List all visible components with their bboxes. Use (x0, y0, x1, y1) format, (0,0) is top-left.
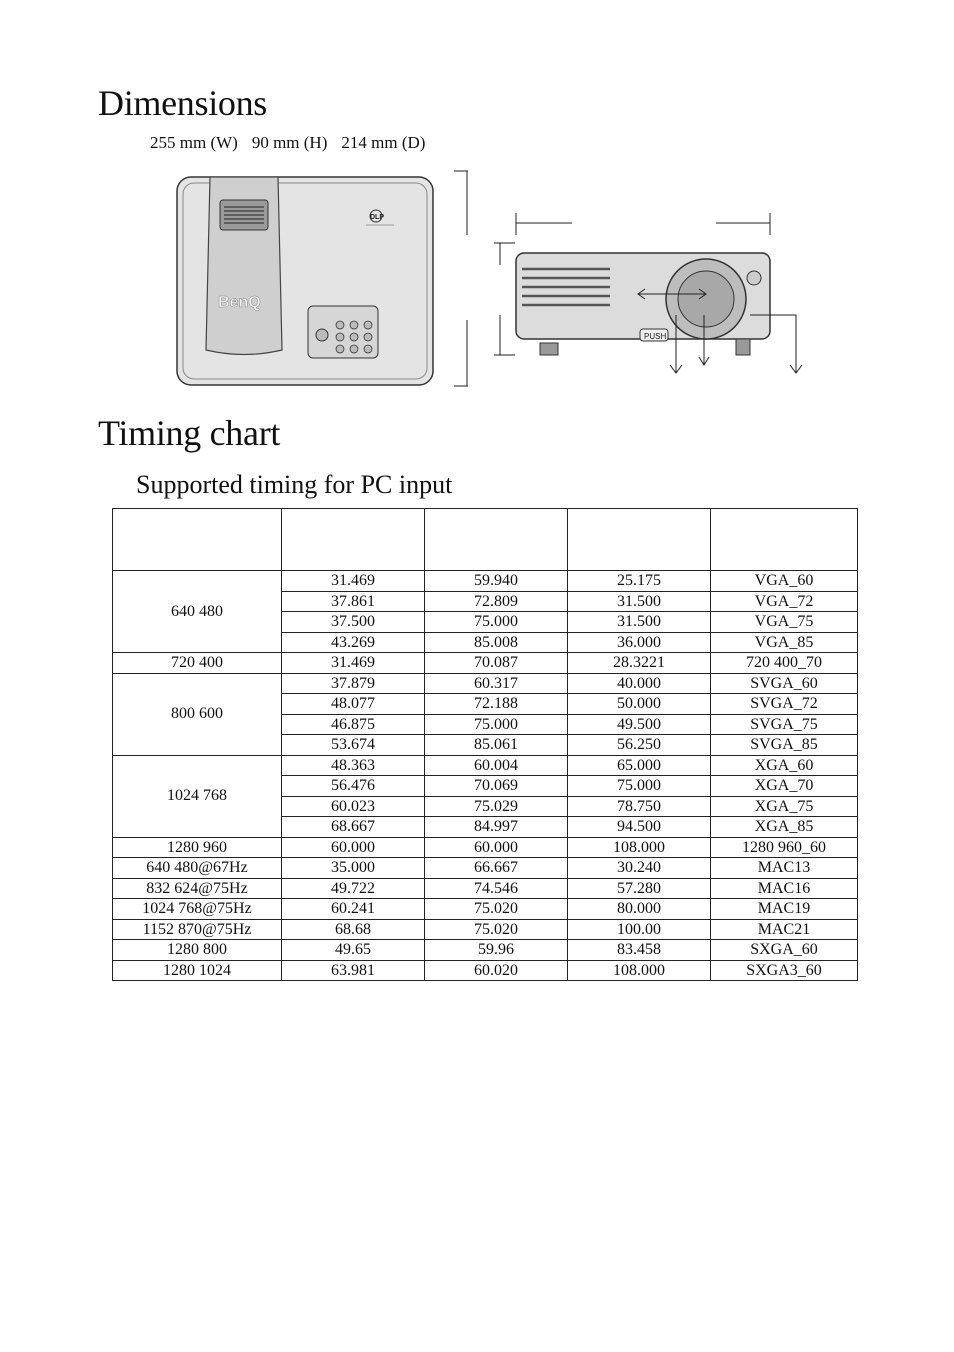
table-row (113, 878, 858, 899)
pixel-freq-cell: 108.000 (568, 960, 711, 981)
h-freq-cell: 31.469 (282, 571, 425, 592)
mode-cell: 720 400_70 (711, 653, 858, 674)
h-freq-cell: 37.879 (282, 673, 425, 694)
v-freq-cell: 59.940 (425, 571, 568, 592)
header-pixel-frequency (568, 509, 711, 571)
h-freq-cell: 35.000 (282, 858, 425, 879)
header-vertical-frequency (425, 509, 568, 571)
resolution-cell: 800 600 (113, 673, 282, 755)
h-freq-cell: 60.023 (282, 796, 425, 817)
v-freq-cell: 75.000 (425, 714, 568, 735)
pixel-freq-cell: 28.3221 (568, 653, 711, 674)
v-freq-cell: 60.317 (425, 673, 568, 694)
resolution-cell: 1024 768 (113, 755, 282, 837)
dlp-logo: DLP (370, 214, 384, 221)
v-freq-cell: 75.000 (425, 612, 568, 633)
pixel-freq-cell: 94.500 (568, 817, 711, 838)
v-freq-cell: 60.000 (425, 837, 568, 858)
resolution-cell: 720 400 (113, 653, 282, 674)
mode-cell: SVGA_75 (711, 714, 858, 735)
v-freq-cell: 72.809 (425, 591, 568, 612)
pixel-freq-cell: 80.000 (568, 899, 711, 920)
pixel-freq-cell: 30.240 (568, 858, 711, 879)
h-freq-cell: 60.241 (282, 899, 425, 920)
dimensions-heading: Dimensions (98, 83, 268, 123)
pixel-freq-cell: 78.750 (568, 796, 711, 817)
mode-cell: VGA_85 (711, 632, 858, 653)
h-freq-cell: 68.667 (282, 817, 425, 838)
mode-cell: MAC16 (711, 878, 858, 899)
h-freq-cell: 48.363 (282, 755, 425, 776)
mode-cell: SVGA_72 (711, 694, 858, 715)
h-freq-cell: 31.469 (282, 653, 425, 674)
pixel-freq-cell: 56.250 (568, 735, 711, 756)
h-freq-cell: 49.722 (282, 878, 425, 899)
pixel-freq-cell: 40.000 (568, 673, 711, 694)
mode-cell: SXGA3_60 (711, 960, 858, 981)
timing-table (112, 508, 858, 981)
resolution-cell: 1024 768@75Hz (113, 899, 282, 920)
header-mode (711, 509, 858, 571)
h-freq-cell: 37.861 (282, 591, 425, 612)
h-freq-cell: 53.674 (282, 735, 425, 756)
mode-cell: VGA_60 (711, 571, 858, 592)
width-value: 255 mm (W) (150, 133, 238, 152)
table-row (113, 755, 858, 776)
mode-cell: 1280 960_60 (711, 837, 858, 858)
mode-cell: MAC21 (711, 919, 858, 940)
v-freq-cell: 74.546 (425, 878, 568, 899)
projector-front-view (494, 213, 802, 373)
pixel-freq-cell: 25.175 (568, 571, 711, 592)
h-freq-cell: 46.875 (282, 714, 425, 735)
h-freq-cell: 60.000 (282, 837, 425, 858)
table-row (113, 673, 858, 694)
pixel-freq-cell: 83.458 (568, 940, 711, 961)
resolution-cell: 640 480 (113, 571, 282, 653)
v-freq-cell: 60.020 (425, 960, 568, 981)
table-row (113, 653, 858, 674)
v-freq-cell: 60.004 (425, 755, 568, 776)
resolution-cell: 1280 960 (113, 837, 282, 858)
table-row (113, 837, 858, 858)
table-row (113, 899, 858, 920)
pixel-freq-cell: 31.500 (568, 591, 711, 612)
h-freq-cell: 43.269 (282, 632, 425, 653)
resolution-cell: 1280 1024 (113, 960, 282, 981)
pixel-freq-cell: 49.500 (568, 714, 711, 735)
resolution-cell: 832 624@75Hz (113, 878, 282, 899)
mode-cell: SVGA_60 (711, 673, 858, 694)
mode-cell: SVGA_85 (711, 735, 858, 756)
pixel-freq-cell: 31.500 (568, 612, 711, 633)
pixel-freq-cell: 36.000 (568, 632, 711, 653)
table-row (113, 858, 858, 879)
mode-cell: XGA_70 (711, 776, 858, 797)
header-horizontal-frequency (282, 509, 425, 571)
mode-cell: VGA_75 (711, 612, 858, 633)
v-freq-cell: 84.997 (425, 817, 568, 838)
v-freq-cell: 75.020 (425, 919, 568, 940)
mode-cell: MAC19 (711, 899, 858, 920)
mode-cell: XGA_75 (711, 796, 858, 817)
mode-cell: XGA_60 (711, 755, 858, 776)
v-freq-cell: 70.069 (425, 776, 568, 797)
v-freq-cell: 70.087 (425, 653, 568, 674)
mode-cell: VGA_72 (711, 591, 858, 612)
mode-cell: MAC13 (711, 858, 858, 879)
v-freq-cell: 75.029 (425, 796, 568, 817)
pc-input-subheading: Supported timing for PC input (136, 470, 453, 499)
mode-cell: SXGA_60 (711, 940, 858, 961)
h-freq-cell: 49.65 (282, 940, 425, 961)
h-freq-cell: 63.981 (282, 960, 425, 981)
pixel-freq-cell: 108.000 (568, 837, 711, 858)
pixel-freq-cell: 75.000 (568, 776, 711, 797)
depth-value: 214 mm (D) (341, 133, 426, 152)
h-freq-cell: 48.077 (282, 694, 425, 715)
resolution-cell: 640 480@67Hz (113, 858, 282, 879)
height-value: 90 mm (H) (251, 133, 328, 152)
v-freq-cell: 85.061 (425, 735, 568, 756)
v-freq-cell: 66.667 (425, 858, 568, 879)
v-freq-cell: 59.96 (425, 940, 568, 961)
depth-dimension-line (454, 171, 468, 386)
h-freq-cell: 56.476 (282, 776, 425, 797)
table-row (113, 571, 858, 592)
v-freq-cell: 75.020 (425, 899, 568, 920)
header-resolution (113, 509, 282, 571)
table-row (113, 919, 858, 940)
pixel-freq-cell: 100.00 (568, 919, 711, 940)
timing-chart-heading: Timing chart (98, 413, 281, 453)
pixel-freq-cell: 50.000 (568, 694, 711, 715)
pixel-freq-cell: 57.280 (568, 878, 711, 899)
v-freq-cell: 85.008 (425, 632, 568, 653)
table-row (113, 940, 858, 961)
resolution-cell: 1280 800 (113, 940, 282, 961)
header-row (113, 509, 858, 571)
dimensions-values (150, 133, 439, 153)
v-freq-cell: 72.188 (425, 694, 568, 715)
projector-top-view (177, 177, 433, 385)
h-freq-cell: 68.68 (282, 919, 425, 940)
h-freq-cell: 37.500 (282, 612, 425, 633)
table-row (113, 960, 858, 981)
pixel-freq-cell: 65.000 (568, 755, 711, 776)
mode-cell: XGA_85 (711, 817, 858, 838)
brand-logo: BenQ (218, 294, 261, 311)
resolution-cell: 1152 870@75Hz (113, 919, 282, 940)
push-label: PUSH (644, 332, 667, 341)
projector-dimension-drawing (170, 165, 810, 395)
timing-table-body (113, 571, 858, 981)
